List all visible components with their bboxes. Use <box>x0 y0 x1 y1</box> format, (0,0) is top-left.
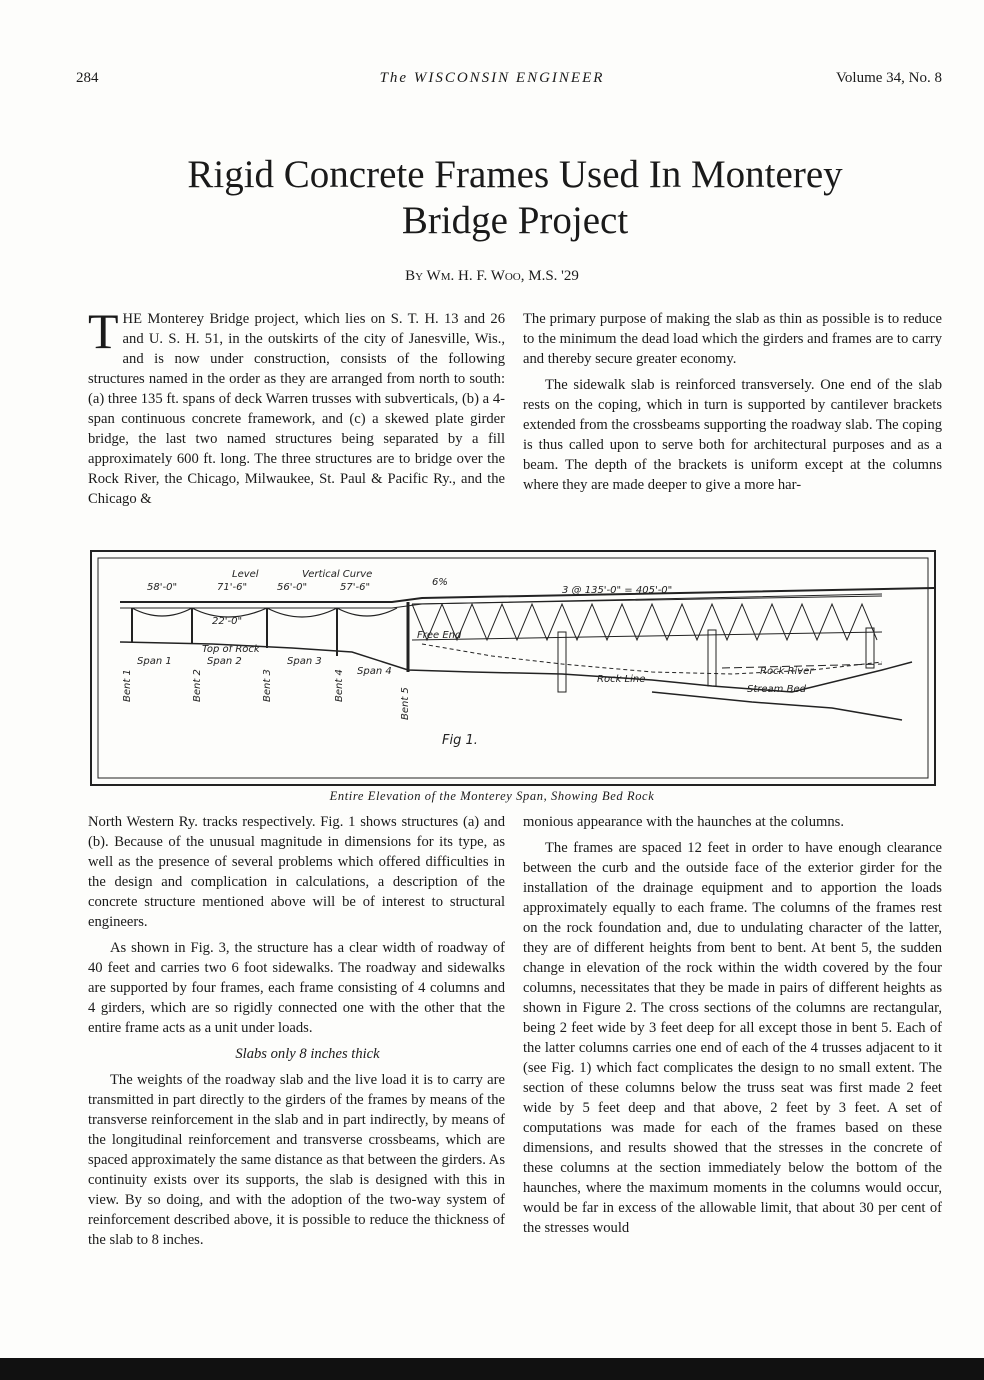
paragraph: The weights of the roadway slab and the live load it is to carry are transmitted in part directly to the girders of the frames by means of the transverse reinforcement in the slab and in part indirectly, by means of the longitudinal reinforcement and transverse crossbeams, which are spaced approximately the same distance as that between the girders. As continuity exists over its supports, the slab is designed with this in view. By so doing, and with the adoption of the two-way system of reinforcement described above, it is possible to reduce the thickness of the slab to 8 inches. <box>88 1072 505 1248</box>
paragraph: The sidewalk slab is reinforced transversely. One end of the slab rests on the coping, which in turn is supported by cantilever brackets extended from the crossbeams supporting the roadway slab. The coping is thus called upon to serve both for architectural purposes and as a beam. The depth of the brackets is uniform except at the columns where they are made deeper to give a more har- <box>523 377 942 493</box>
scan-edge <box>0 1358 984 1380</box>
volume-info: Volume 34, No. 8 <box>836 70 942 86</box>
label-top-of-rock: Top of Rock <box>202 644 260 655</box>
truss-pier <box>708 630 716 686</box>
page-number: 284 <box>76 70 99 86</box>
bridge-elevation-drawing <box>92 552 934 784</box>
stream-bed-line <box>652 692 902 720</box>
truss-pier <box>558 632 566 692</box>
article-title <box>120 152 910 244</box>
column-2 <box>523 309 942 495</box>
concrete-arches <box>132 608 397 617</box>
label-bent-4: Bent 4 <box>334 669 345 702</box>
drop-cap: T <box>88 303 119 359</box>
paragraph: monious appearance with the haunches at the columns. <box>523 814 844 830</box>
figure-1 <box>90 550 936 786</box>
title-line-1: Rigid Concrete Frames Used In Monterey <box>187 153 843 196</box>
paragraph: The primary purpose of making the slab as thin as possible is to reduce to the minimum the dead load which the girders and frames are to carry and thereby secure greater economy. <box>523 311 942 367</box>
label-dim-56: 56'-0" <box>277 582 308 593</box>
label-dim-58: 58'-0" <box>147 582 178 593</box>
label-bent-5: Bent 5 <box>400 687 411 720</box>
label-bent-3: Bent 3 <box>262 669 273 702</box>
column-4 <box>523 812 942 1238</box>
label-dim-57: 57'-6" <box>340 582 371 593</box>
paragraph <box>88 303 505 509</box>
title-line-2: Bridge Project <box>401 199 629 242</box>
label-height-22: 22'-0" <box>212 616 243 627</box>
byline: By Wm. H. F. Woo, M.S. '29 <box>405 268 579 284</box>
column-3 <box>88 812 505 1250</box>
label-span-3: Span 3 <box>287 656 322 667</box>
paragraph: North Western Ry. tracks respectively. Fig. 1 shows structures (a) and (b). Because of the unusual magnitude in dimensions for its type, as well as the presence of several problems which offered difficulties in the design and complication in calculations, a description of the concrete structure mentioned above will be of interest to structural engineers. <box>88 814 505 930</box>
label-span-2: Span 2 <box>207 656 242 667</box>
label-rock-river: Rock River <box>760 666 814 677</box>
truss-pier <box>866 628 874 668</box>
column-1 <box>88 303 505 509</box>
label-span-1: Span 1 <box>137 656 172 667</box>
figure-caption: Entire Elevation of the Monterey Span, Showing Bed Rock <box>329 789 655 803</box>
figure-label: Fig 1. <box>442 733 478 748</box>
warren-truss <box>412 596 882 640</box>
label-dim-71: 71'-6" <box>217 582 248 593</box>
paragraph-text: HE Monterey Bridge project, which lies on S. T. H. 13 and 26 and U. S. H. 51, in the outskirts of the city of Janesville, Wis., and is now under construction, consists of the following structures named in the order as they are arranged from north to south: (a) three 135 ft. spans of deck Warren trusses with subverticals, (b) a 4-span continuous concrete framework, and (c) a skewed plate girder bridge, the last two named structures being separated by a fill approximately 600 ft. long. The three structures are to bridge over the Rock River, the Chicago, Milwaukee, St. Paul & Pacific Ry., and the Chicago & <box>88 311 505 507</box>
journal-title: The WISCONSIN ENGINEER <box>379 70 605 86</box>
section-subhead: Slabs only 8 inches thick <box>235 1046 380 1062</box>
label-span-4: Span 4 <box>357 666 392 677</box>
label-stream-bed: Stream Bed <box>747 684 806 695</box>
paragraph: As shown in Fig. 3, the structure has a clear width of roadway of 40 feet and carries two 6 foot sidewalks. The roadway and sidewalks are supported by four frames, each frame consisting of 4 columns and 4 girders, which are so rigidly connected one with the other that the entire frame acts as a unit under loads. <box>88 940 505 1036</box>
label-bent-2: Bent 2 <box>192 669 203 702</box>
label-bent-1: Bent 1 <box>122 669 133 702</box>
label-vertical-curve: Vertical Curve <box>302 569 373 580</box>
label-free-end: Free End <box>417 630 462 641</box>
label-level: Level <box>232 569 259 580</box>
label-dim-truss: 3 @ 135'-0" = 405'-0" <box>562 585 673 596</box>
label-grade: 6% <box>432 577 448 588</box>
label-rock-line: Rock Line <box>597 674 646 685</box>
paragraph: The frames are spaced 12 feet in order to have enough clearance between the curb and the outside face of the exterior girder for the installation of the drainage equipment and to apportion the loads approximately equally to each frame. The columns of the frames rest on the rock foundation and, due to undulating character of the latter, they are of different heights from bent to bent. At bent 5, the sudden change in elevation of the rock within the width covered by the four columns, necessitates that they be made in pairs of different heights as shown in Figure 2. The cross sections of the columns are rectangular, being 2 feet wide by 3 feet deep for all except those in bent 5. Each of the latter columns carries one end of each of the 4 trusses adjacent to it (see Fig. 1) which fact complicates the design to no small extent. The section of these columns below the truss seat was first made 2 feet wide by 5 feet deep and that above, 2 feet by 3 feet. A set of computations was made for each of the frames based on these dimensions, and results showed that the stresses in the concrete of these columns at the section immediately below the bottom of the haunches, where the maximum moments in the columns would occur, would be far in excess of the allowable limit, that about 30 per cent of the stresses would <box>523 840 942 1236</box>
